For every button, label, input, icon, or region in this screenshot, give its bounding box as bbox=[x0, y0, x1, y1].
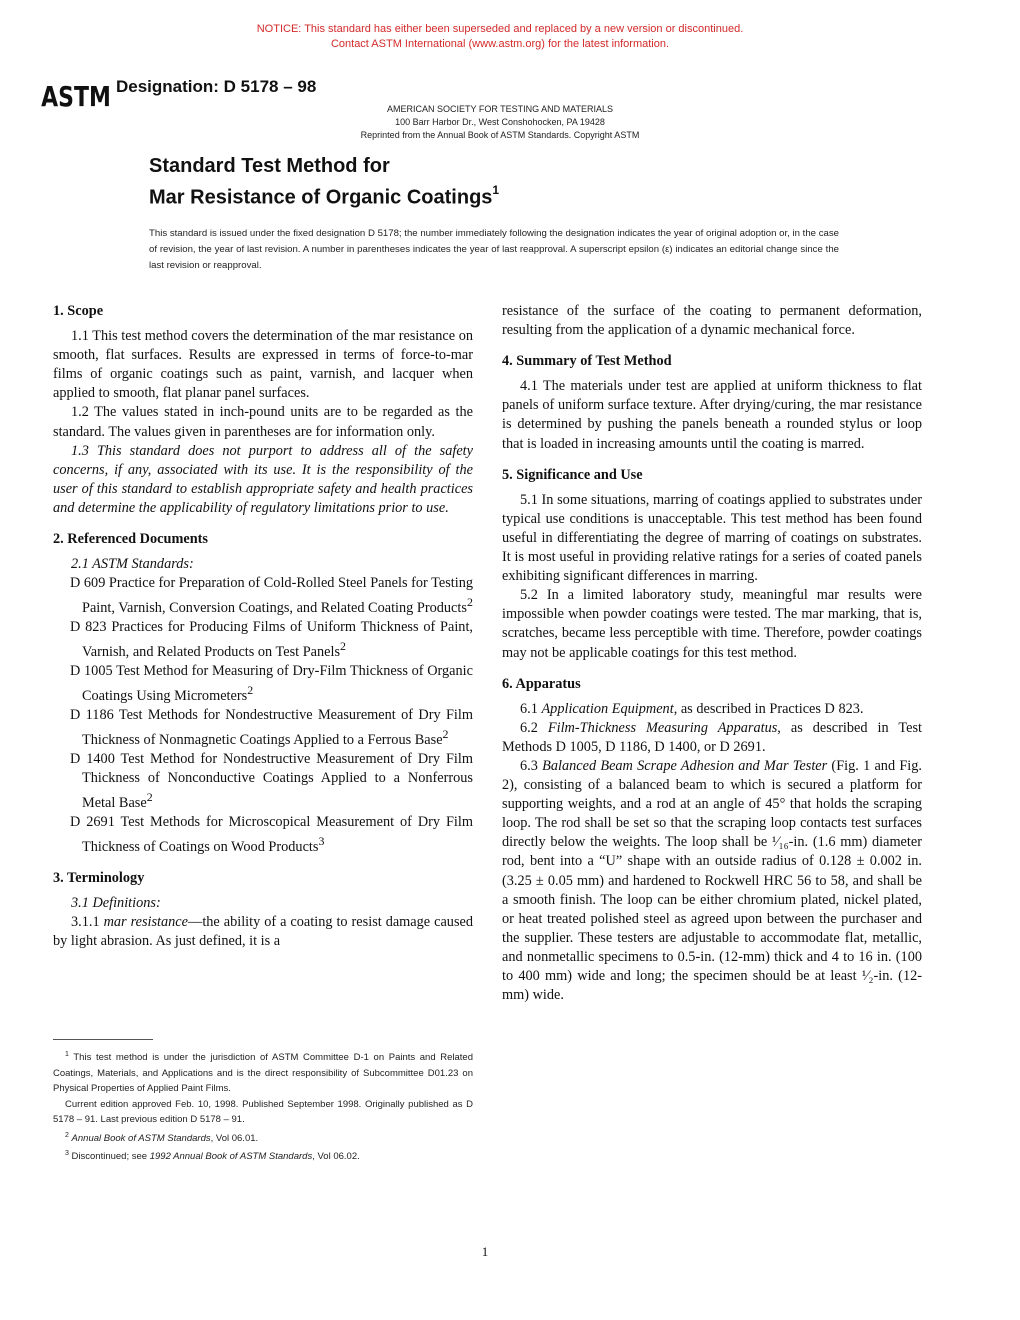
significance-heading: 5. Significance and Use bbox=[502, 466, 643, 483]
apparatus-6-1 bbox=[502, 700, 922, 719]
page-number: 1 bbox=[481, 1244, 489, 1259]
reference-note: 2 bbox=[146, 790, 153, 805]
notice-line-1: NOTICE: This standard has either been superseded and replaced by a new version or discontinued. bbox=[256, 23, 744, 35]
reference-text: D 1005 Test Method for Measuring of Dry-Film Thickness of Organic Coatings Using Micrometers bbox=[70, 663, 473, 704]
apparatus-6-2-term: Film-Thickness Measuring Apparatus bbox=[547, 719, 778, 736]
document-title bbox=[149, 153, 499, 211]
apparatus-6-3-num: 6.3 bbox=[520, 757, 538, 774]
definition-continuation: resistance of the surface of the coating to permanent deformation, resulting from the application of a dynamic mechanical force. bbox=[502, 303, 922, 339]
designation: Designation: D 5178 – 98 bbox=[116, 77, 317, 96]
astm-logo-icon bbox=[41, 76, 111, 116]
reference-item bbox=[53, 750, 473, 813]
scope-1-1: 1.1 This test method covers the determination of the mar resistance on smooth, flat surfaces. Results are expressed in terms of force-to-mar films of organic coatings such as paint, varnish, and lacquer when applied to smooth, flat planar panel surfaces. bbox=[53, 328, 473, 402]
reference-item bbox=[53, 574, 473, 618]
footnote-3-rest: , Vol 06.02. bbox=[312, 1151, 360, 1163]
supersession-notice bbox=[0, 22, 1000, 52]
footnote-3-title: 1992 Annual Book of ASTM Standards bbox=[149, 1151, 313, 1163]
apparatus-6-1-term: Application Equipment bbox=[541, 700, 674, 717]
footnote-3-pre: Discontinued; see bbox=[71, 1151, 150, 1163]
footnote-divider bbox=[53, 1039, 153, 1040]
reference-text: D 1186 Test Methods for Nondestructive Measurement of Dry Film Thickness of Nonmagnetic Coatings Applied to a Ferrous Base bbox=[70, 707, 473, 748]
terminology-heading: 3. Terminology bbox=[53, 870, 145, 887]
apparatus-6-2-num: 6.2 bbox=[520, 719, 538, 736]
definition-number: 3.1.1 bbox=[71, 914, 100, 931]
reference-note: 3 bbox=[318, 834, 325, 849]
reference-note: 2 bbox=[340, 639, 346, 654]
terminology-sub: 3.1 Definitions: bbox=[71, 895, 161, 912]
title-line-1: Standard Test Method for bbox=[149, 155, 390, 177]
apparatus-6-1-num: 6.1 bbox=[520, 700, 538, 717]
notice-line-2: Contact ASTM International (www.astm.org) for the latest information. bbox=[330, 38, 670, 50]
footnote-1-mark: 1 bbox=[65, 1051, 69, 1058]
reference-text: D 609 Practice for Preparation of Cold-Rolled Steel Panels for Testing Paint, Varnish, Conversion Coatings, and Related Coating Products bbox=[70, 575, 473, 617]
footnote-1-text: This test method is under the jurisdiction of ASTM Committee D-1 on Paints and Related Coatings, Materials, and Applications and is the direct responsibility of Subcommittee D01.23 on Physical Properties of Applied Paint Films. bbox=[53, 1052, 474, 1095]
reference-item bbox=[53, 706, 473, 750]
scope-heading: 1. Scope bbox=[53, 303, 104, 319]
footnote-1 bbox=[53, 1047, 473, 1097]
footnote-2-title: Annual Book of ASTM Standards bbox=[71, 1132, 211, 1144]
summary-4-1: 4.1 The materials under test are applied at uniform thickness to flat panels of uniform surface texture. After drying/curing, the mar resistance is determined by pushing the panels beneath a rounded stylus or loop that is loaded in increasing amounts until the coating is marred. bbox=[502, 378, 922, 452]
definition-text: —the ability of a coating to resist damage caused by light abrasion. As just defined, it is a bbox=[53, 914, 474, 950]
reference-item bbox=[53, 813, 473, 857]
significance-5-2: 5.2 In a limited laboratory study, meaningful mar results were impossible when powder coatings were tested. The mar marking, that is, scratches, became less perceptible with time. Therefore, powder coatings may not be applicable coatings for this test method. bbox=[502, 587, 922, 661]
apparatus-6-2 bbox=[502, 719, 922, 757]
footnotes bbox=[53, 1047, 473, 1165]
footnote-2-mark: 2 bbox=[65, 1131, 69, 1139]
astm-logo-text: ASTM bbox=[41, 80, 111, 113]
publisher-address: 100 Barr Harbor Dr., West Conshohocken, PA 19428 bbox=[395, 117, 605, 127]
reference-item bbox=[53, 618, 473, 662]
apparatus-heading: 6. Apparatus bbox=[502, 675, 581, 692]
publisher-name: AMERICAN SOCIETY FOR TESTING AND MATERIALS bbox=[386, 104, 614, 114]
issuance-statement: This standard is issued under the fixed designation D 5178; the number immediately following the designation indicates the year of original adoption or, in the case of revision, the year of last revision. A number in parentheses indicates the year of last reapproval. A superscript epsilon (ε) indicates an editorial change since the last revision or reapproval. bbox=[149, 228, 839, 271]
footnote-1-edition: Current edition approved Feb. 10, 1998. Published September 1998. Originally published as D 5178 – 91. Last previous edition D 5178 – 91. bbox=[53, 1098, 473, 1126]
apparatus-6-2-text: , as described in Test Methods D 1005, D 1186, D 1400, or D 2691. bbox=[502, 719, 922, 755]
significance-5-1: 5.1 In some situations, marring of coatings applied to substrates under typical use conditions is unacceptable. This test method has been found useful in differentiating the degree of marring of coatings on substrates. It is most useful in providing relative ratings for a series of coated panels exhibiting significant differences in marring. bbox=[502, 491, 922, 585]
reference-note: 2 bbox=[466, 595, 473, 610]
right-column bbox=[502, 302, 922, 1005]
summary-heading: 4. Summary of Test Method bbox=[502, 353, 672, 370]
left-column bbox=[53, 302, 473, 951]
apparatus-6-3-text: (Fig. 1 and Fig. 2), consisting of a balanced beam to which is secured a platform for supporting weights, and a rod at an angle of 45° that holds the scraping loop. The rod shall be set so that the scraping loop contacts test surfaces directly below the weights. The loop shall be ¹⁄₁₆-in. (1.6 mm) diameter rod, bent into a “U” shape with an outside radius of 0.128 ± 0.002 in. (3.25 ± 0.05 mm) and hardened to Rockwell HRC 56 to 58, and shall be a smooth finish. The loop can be either chromium plated, nickel plated, or heat treated polished steel as agreed upon between the purchaser and the supplier. These testers are adjustable to accommodate flat, metallic, and nonmetallic specimens to 0.5-in. (12-mm) thick and 4 to 16 in. (100 to 400 mm) wide and long; the specimen should be at least ¹⁄₂-in. (12-mm) wide. bbox=[502, 757, 922, 1004]
reference-text: D 823 Practices for Producing Films of Uniform Thickness of Paint, Varnish, and Related Products on Test Panels bbox=[70, 619, 473, 661]
definition-mar-resistance bbox=[53, 913, 473, 951]
referenced-sub: 2.1 ASTM Standards: bbox=[71, 556, 194, 573]
reference-text: D 2691 Test Methods for Microscopical Measurement of Dry Film Thickness of Coatings on Wood Products bbox=[70, 814, 473, 855]
scope-1-2: 1.2 The values stated in inch-pound units are to be regarded as the standard. The values given in parentheses are for information only. bbox=[53, 404, 473, 440]
footnote-3-mark: 3 bbox=[65, 1150, 69, 1158]
definition-term: mar resistance bbox=[103, 914, 189, 931]
reference-note: 2 bbox=[442, 727, 449, 742]
publisher-block bbox=[300, 103, 700, 142]
referenced-heading: 2. Referenced Documents bbox=[53, 531, 208, 548]
footnote-2 bbox=[53, 1128, 473, 1147]
apparatus-6-1-text: , as described in Practices D 823. bbox=[673, 700, 864, 717]
apparatus-6-3-term: Balanced Beam Scrape Adhesion and Mar Tester bbox=[542, 757, 828, 774]
reprint-line: Reprinted from the Annual Book of ASTM Standards. Copyright ASTM bbox=[360, 130, 640, 140]
title-line-2-text: Mar Resistance of Organic Coatings bbox=[149, 186, 493, 209]
title-line-2 bbox=[149, 179, 499, 211]
footnote-3 bbox=[53, 1146, 473, 1165]
scope-1-3: 1.3 This standard does not purport to address all of the safety concerns, if any, associated with its use. It is the responsibility of the user of this standard to establish appropriate safety and health practices and determine the applicability of regulatory limitations prior to use. bbox=[53, 442, 473, 516]
reference-note: 2 bbox=[247, 683, 254, 698]
title-footnote-mark: 1 bbox=[492, 183, 500, 197]
apparatus-6-3 bbox=[502, 757, 922, 1005]
footnote-2-rest: , Vol 06.01. bbox=[210, 1132, 259, 1144]
reference-item bbox=[53, 662, 473, 706]
reference-text: D 1400 Test Method for Nondestructive Measurement of Dry Film Thickness of Nonconductive Coatings Applied to a Nonferrous Metal Base bbox=[70, 751, 473, 811]
